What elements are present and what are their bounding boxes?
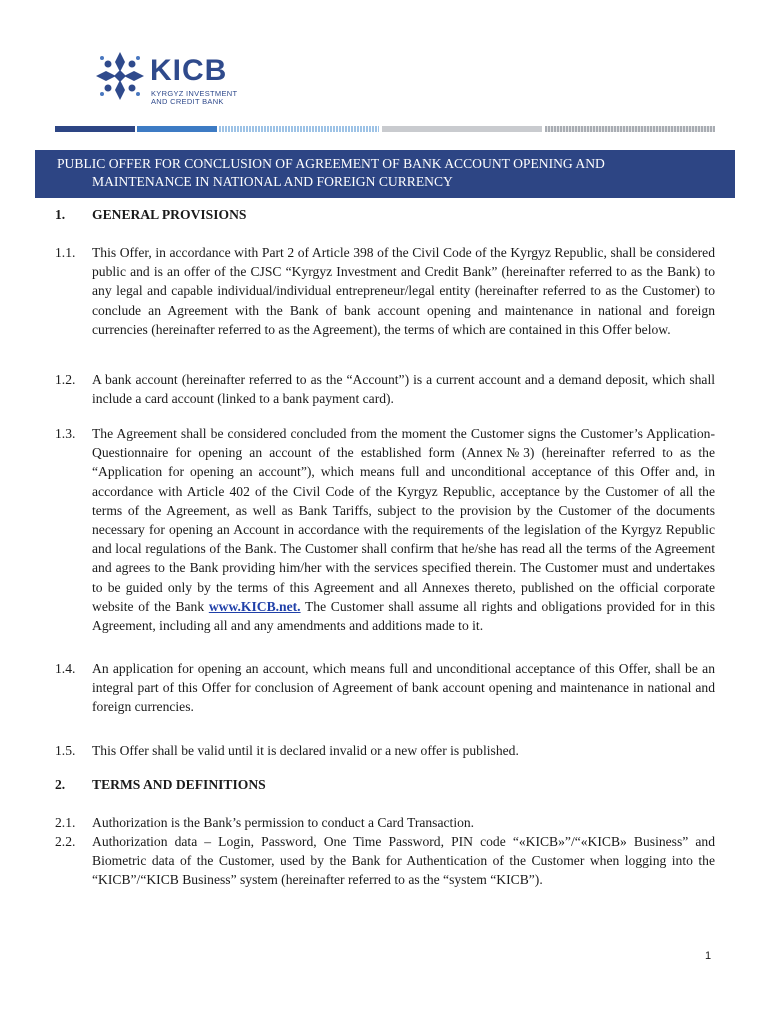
clause-1-3 — [55, 424, 715, 635]
clause-1-4 — [55, 659, 715, 717]
header-stripe-blue — [137, 126, 217, 132]
clause-text: A bank account (hereinafter referred to as the “Account”) is a current account and a demand deposit, which shall include a card account (linked to a bank payment card). — [92, 372, 715, 407]
title-line-1: PUBLIC OFFER FOR CONCLUSION OF AGREEMENT OF BANK ACCOUNT OPENING AND — [57, 156, 605, 171]
header-stripe-grey — [382, 126, 542, 132]
kicb-website-link[interactable]: www.KICB.net. — [208, 598, 301, 614]
clause-1-2 — [55, 370, 715, 408]
section-number: 1. — [55, 207, 66, 222]
clause-number: 2.2. — [55, 834, 76, 849]
clause-text: This Offer, in accordance with Part 2 of Article 398 of the Civil Code of the Kyrgyz Republic, shall be considered public and is an offer of the CJSC “Kyrgyz Investment and Credit Bank” (hereinafter referred to as the Bank) to any legal and capable individual/individual entrepreneur/legal entity (hereinafter referred to as the Customer) to conclude an Agreement with the Bank of bank account opening and maintenance in national and foreign currencies (hereinafter referred to as the Agreement), the terms of which are contained in this Offer below. — [92, 245, 715, 337]
clause-text — [92, 424, 715, 635]
clause-number: 1.2. — [55, 372, 76, 387]
header-stripe-grey-2 — [545, 126, 715, 132]
clause-number: 1.5. — [55, 743, 76, 758]
brand-subtitle: KYRGYZ INVESTMENT AND CREDIT BANK — [151, 89, 238, 106]
page-number: 1 — [705, 950, 712, 962]
kicb-emblem-icon — [94, 50, 146, 102]
clause-1-1 — [55, 243, 715, 339]
clause-text: Authorization data – Login, Password, One Time Password, PIN code “«KICB»”/“«KICB» Business” and Biometric data of the Customer, used by the Bank for Authentication of the Customer when logging into the “KICB”/“KICB Business” system (hereinafter referred to as the “system “KICB”). — [92, 834, 715, 888]
title-banner — [35, 150, 735, 198]
clause-text: Authorization is the Bank’s permission to conduct a Card Transaction. — [92, 815, 475, 830]
section-title: TERMS AND DEFINITIONS — [92, 777, 266, 792]
clause-text-b: The Customer shall assume all rights and obligations provided for in this Agreement, including all and any amendments and additions made to it. — [92, 598, 715, 634]
brand-name: KICB — [150, 54, 228, 87]
clause-text-a: The Agreement shall be considered concluded from the moment the Customer signs the Customer’s Application-Questionnaire for opening an account of the established form (Annex№3) (hereinafter referred to as the “Application for opening an account”), which means full and unconditional acceptance of this Offer and, in accordance with Article 402 of the Civil Code of the Kyrgyz Republic, acceptance by the Customer of all the terms of the Agreement, as well as Bank Tariffs, subject to the provision by the Customer of the documents necessary for opening an Account in accordance with the requirements of the legislation of the Kyrgyz Republic and local regulations of the Bank. The Customer shall confirm that he/she has read all the terms of the Agreement and agrees to the Bank providing him/her with the services specified therein. The Customer must and undertakes to be guided only by the terms of this Agreement and all Annexes thereto, published on the official corporate website of the Bank — [92, 426, 715, 614]
header-stripe-lightblue — [219, 126, 379, 132]
clause-text: An application for opening an account, which means full and unconditional acceptance of this Offer, shall be an integral part of this Offer for conclusion of Agreement of bank account opening and maintenance in national and foreign currencies. — [92, 661, 715, 715]
clause-number: 1.1. — [55, 245, 76, 260]
header-stripe-navy — [55, 126, 135, 132]
clause-1-5 — [55, 741, 715, 760]
clause-text: This Offer shall be valid until it is declared invalid or a new offer is published. — [92, 743, 519, 758]
kicb-logo — [94, 50, 254, 110]
section-number: 2. — [55, 777, 66, 792]
clause-number: 1.4. — [55, 661, 76, 676]
clause-number: 1.3. — [55, 426, 76, 441]
clause-2-1 — [55, 813, 715, 832]
title-line-2: MAINTENANCE IN NATIONAL AND FOREIGN CURRENCY — [92, 174, 453, 189]
clause-2-2 — [55, 832, 715, 890]
clause-number: 2.1. — [55, 815, 76, 830]
section-title: GENERAL PROVISIONS — [92, 207, 247, 222]
